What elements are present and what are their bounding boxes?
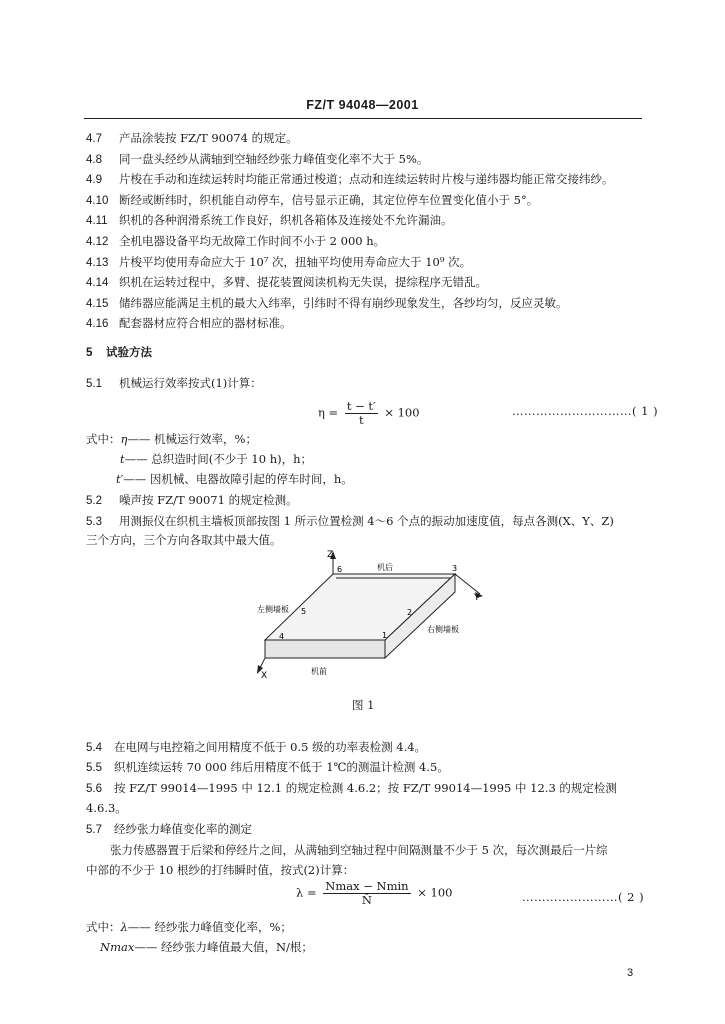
where-line: Nmax—— 经纱张力峰值最大值，N/根；	[100, 940, 313, 954]
clause-text: 织机在运转过程中，多臂、提花装置阅读机构无失误，提综程序无错乱。	[119, 275, 487, 290]
clause-number: 4.12	[86, 236, 109, 248]
clause-item	[86, 234, 385, 249]
point-label: 5	[301, 607, 307, 616]
clause-5-7-body: 张力传感器置于后梁和停经片之间，从满轴到空轴过程中间隔测量不少于 5 次，每次测最后一片综	[110, 843, 608, 857]
clause-item	[86, 316, 292, 331]
axis-x-label: X	[261, 671, 268, 681]
page-number: 3	[627, 967, 634, 979]
clause-text: 织机的各种润滑系统工作良好，织机各箱体及连接处不允许漏油。	[119, 213, 453, 228]
clause-number: 4.8	[86, 153, 102, 166]
clause-5-7-body-cont: 中部的不少于 10 根纱的打纬瞬时值，按式(2)计算：	[86, 863, 355, 877]
clause-number: 4.13	[86, 256, 109, 269]
where-line: 式中：η—— 机械运行效率，%；	[86, 432, 257, 446]
clause-text: 产品涂装按 FZ/T 90074 的规定。	[119, 131, 298, 145]
equation-1: η = $\frac{t - t'}{t}$ × 100	[318, 399, 420, 427]
clause-text: 片梭平均使用寿命应大于 10⁷ 次，扭轴平均使用寿命应大于 10⁹ 次。	[119, 254, 472, 269]
clause-text: 片梭在手动和连续运转时均能正常通过梭道；点动和连续运转时片梭与递纬器均能正常交接纬纱。	[119, 172, 614, 187]
label-front: 机前	[311, 667, 327, 676]
figure-1-diagram	[255, 548, 485, 688]
clause-text: 全机电器设备平均无故障工作时间不小于 2 000 h。	[119, 234, 386, 248]
clause-5-5: 5.5 织机连续运转 70 000 纬后用精度不低于 1℃的测温计检测 4.5。	[86, 760, 449, 774]
clause-5-6: 5.6 按 FZ/T 99014—1995 中 12.1 的规定检测 4.6.2；按 FZ/T 99014—1995 中 12.3 的规定检测	[86, 781, 617, 795]
header-rule	[84, 118, 642, 119]
clause-number: 4.11	[86, 215, 108, 228]
clause-5-1: 5.1 机械运行效率按式(1)计算：	[86, 376, 262, 390]
axis-y-label: Y	[474, 593, 480, 603]
clause-number: 4.9	[86, 174, 102, 187]
clause-number: 4.10	[86, 194, 109, 207]
clause-5-3-cont: 三个方向，三个方向各取其中最大值。	[86, 533, 282, 547]
clause-number: 4.14	[86, 277, 109, 290]
clause-text: 同一盘头经纱从满轴到空轴经纱张力峰值变化率不大于 5%。	[119, 151, 429, 166]
clause-number: 4.7	[86, 133, 102, 145]
clause-5-4: 5.4 在电网与电控箱之间用精度不低于 0.5 级的功率表检测 4.4。	[86, 740, 427, 754]
equation-1-label: …………………………( 1 )	[512, 404, 659, 418]
clause-5-3: 5.3 用测振仪在织机主墙板顶部按图 1 所示位置检测 4～6 个点的振动加速度值，每点各测(X、Y、Z)	[86, 514, 614, 528]
label-left-wall: 左侧墙板	[257, 605, 289, 614]
clause-item	[86, 193, 538, 208]
clause-text: 配套器材应符合相应的器材标准。	[119, 316, 292, 331]
clause-item	[86, 275, 487, 290]
clause-text: 断经或断纬时，织机能自动停车，信号显示正确，其定位停车位置变化值小于 5°。	[119, 192, 539, 207]
clause-number: 4.15	[86, 297, 109, 310]
where-line: t′—— 因机械、电器故障引起的停车时间，h。	[116, 472, 353, 486]
section-heading: 5 试验方法	[86, 345, 152, 359]
where-line: t—— 总织造时间(不少于 10 h)，h；	[120, 452, 313, 466]
point-label: 4	[279, 632, 285, 641]
clause-text: 储纬器应能满足主机的最大入纬率，引纬时不得有崩纱现象发生，各纱均匀，反应灵敏。	[119, 295, 568, 310]
clause-item	[86, 172, 614, 187]
document-header: FZ/T 94048—2001	[306, 98, 419, 112]
equation-2-label: ……………………( 2 )	[522, 890, 645, 904]
clause-item	[86, 131, 298, 146]
label-right-wall: 右侧墙板	[427, 625, 459, 634]
point-label: 1	[382, 631, 388, 640]
figure-caption: 图 1	[352, 698, 375, 712]
where-line: 式中：λ—— 经纱张力峰值变化率，%；	[86, 920, 292, 934]
clause-item	[86, 152, 428, 167]
axis-z-label: Z	[327, 550, 334, 560]
point-label: 2	[407, 608, 413, 617]
clause-item	[86, 296, 568, 311]
label-back: 机后	[377, 563, 393, 572]
clause-5-7: 5.7 经纱张力峰值变化率的测定	[86, 822, 252, 836]
clause-number: 4.16	[86, 318, 109, 331]
clause-item	[86, 255, 471, 270]
clause-item	[86, 213, 453, 228]
point-label: 3	[452, 564, 458, 573]
point-label: 6	[337, 565, 343, 574]
clause-5-6-cont: 4.6.3。	[86, 801, 127, 815]
clause-5-2: 5.2 噪声按 FZ/T 90071 的规定检测。	[86, 493, 298, 507]
equation-2: λ = $\frac{Nmax - Nmin}{N̄}$ × 100	[296, 879, 453, 907]
